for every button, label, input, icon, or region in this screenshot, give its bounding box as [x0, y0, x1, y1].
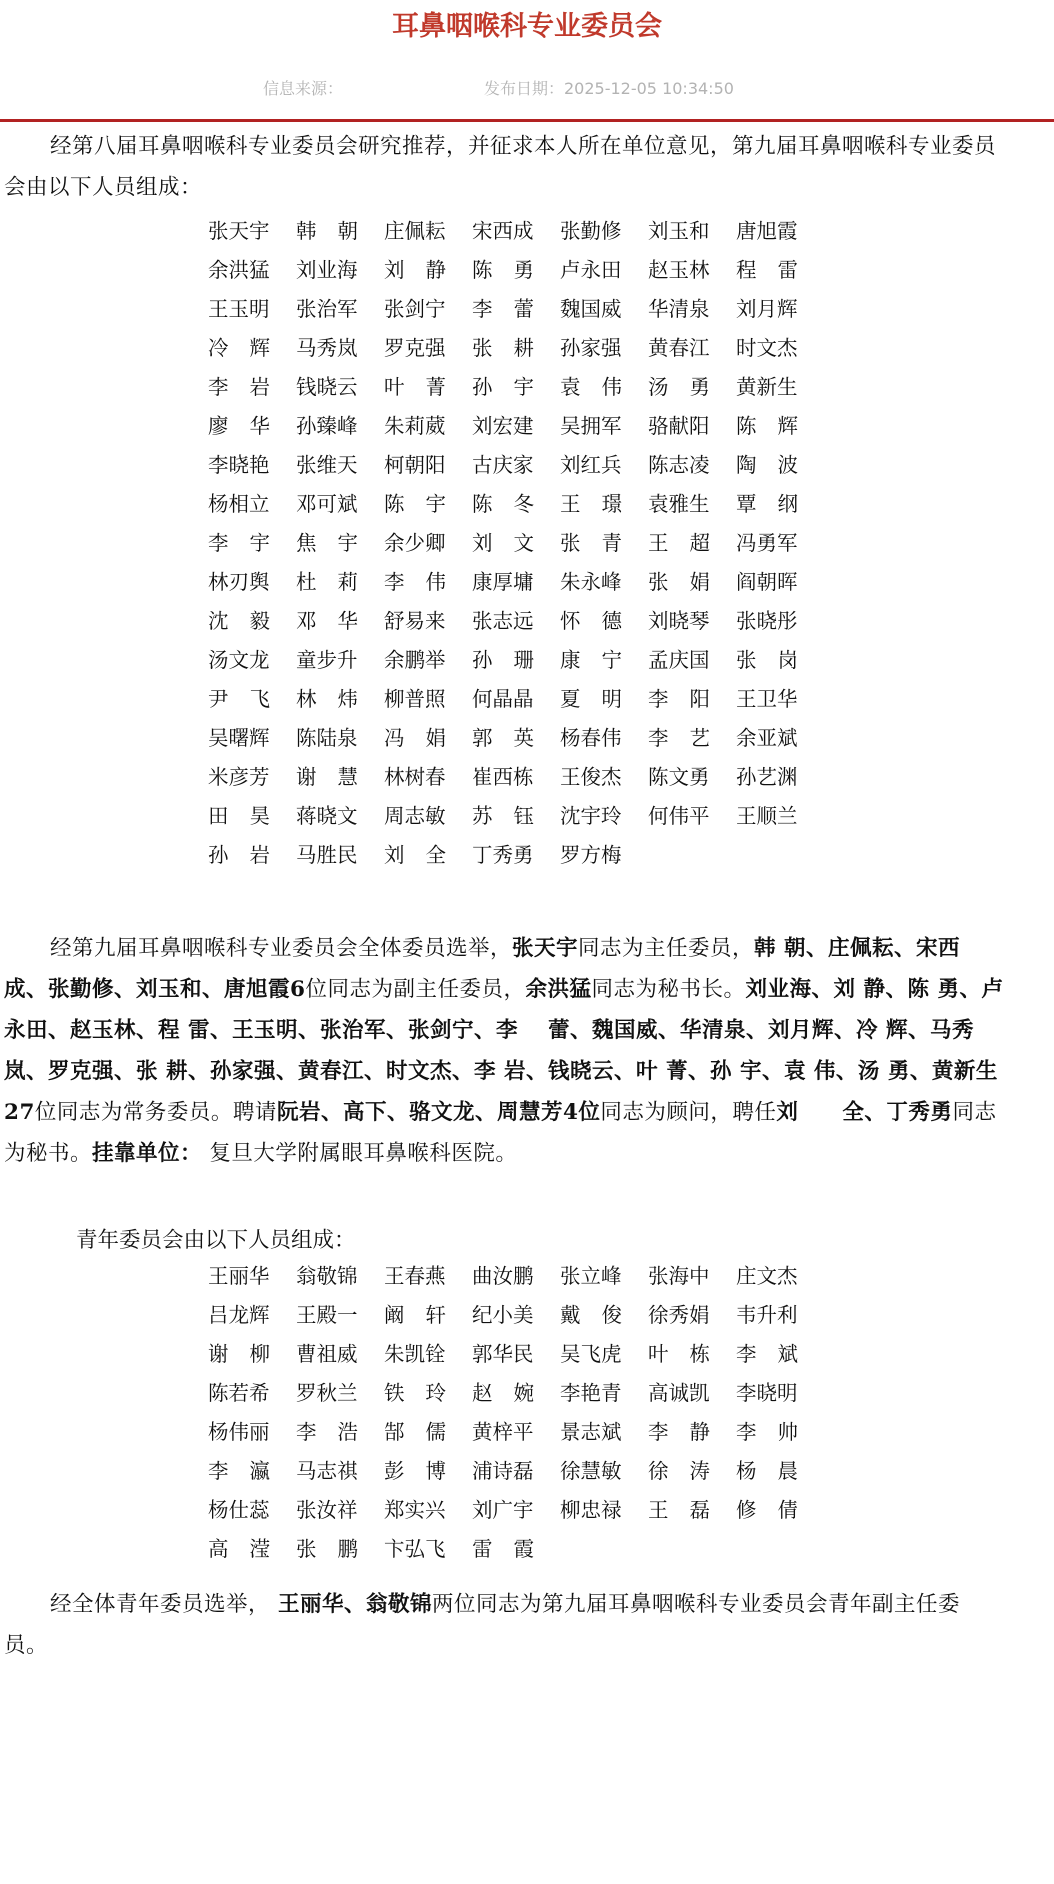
member-name: 汤文龙 — [208, 648, 270, 672]
member-name: 吕龙辉 — [208, 1303, 270, 1327]
advisors: 阮岩、高下、骆文龙、周慧芳4位 — [276, 1100, 601, 1125]
member-name: 朱莉葳 — [384, 414, 446, 438]
member-name: 王顺兰 — [736, 804, 798, 828]
member-name: 庄佩耘 — [384, 219, 446, 243]
member-name: 余鹏举 — [384, 648, 446, 672]
member-name: 王磊 — [648, 1498, 731, 1522]
member-name: 余洪猛 — [208, 258, 270, 282]
member-name: 蒋晓文 — [296, 804, 358, 828]
member-name: 米彦芳 — [208, 765, 270, 789]
member-name: 黄新生 — [736, 375, 798, 399]
member-name: 郭英 — [472, 726, 555, 750]
member-name: 张维天 — [296, 453, 358, 477]
member-name: 怀德 — [560, 609, 643, 633]
member-name: 邓可斌 — [296, 492, 358, 516]
member-name: 余亚斌 — [736, 726, 798, 750]
member-name: 徐涛 — [648, 1459, 731, 1483]
member-name: 孙珊 — [472, 648, 555, 672]
member-name: 卢永田 — [560, 258, 622, 282]
member-name: 罗秋兰 — [296, 1381, 358, 1405]
member-name: 何伟平 — [648, 804, 710, 828]
member-name: 修倩 — [736, 1498, 819, 1522]
committee-member-list — [208, 212, 824, 875]
member-name: 吴飞虎 — [560, 1342, 622, 1366]
member-name: 李晓明 — [736, 1381, 798, 1405]
member-name: 时文杰 — [736, 336, 798, 360]
member-name: 汤勇 — [648, 375, 731, 399]
member-name: 王璟 — [560, 492, 643, 516]
member-name: 庄文杰 — [736, 1264, 798, 1288]
member-name: 曹祖威 — [296, 1342, 358, 1366]
member-name: 陈勇 — [472, 258, 555, 282]
member-name: 孙宇 — [472, 375, 555, 399]
member-name: 李瀛 — [208, 1459, 291, 1483]
member-name: 沈毅 — [208, 609, 291, 633]
member-name: 韦升利 — [736, 1303, 798, 1327]
member-name: 谢柳 — [208, 1342, 291, 1366]
member-name: 李静 — [648, 1420, 731, 1444]
youth-member-list — [208, 1257, 824, 1569]
election-text: 同志为秘书长。 — [591, 977, 746, 1002]
election-text: 同志为秘书。 — [4, 1100, 997, 1166]
member-name: 袁雅生 — [648, 492, 710, 516]
member-name: 尹飞 — [208, 687, 291, 711]
member-name: 柳普照 — [384, 687, 446, 711]
affiliation-unit: 复旦大学附属眼耳鼻喉科医院。 — [202, 1141, 518, 1166]
member-name: 陈辉 — [736, 414, 819, 438]
member-name: 张勤修 — [560, 219, 622, 243]
member-name: 刘晓琴 — [648, 609, 710, 633]
member-name: 钱晓云 — [296, 375, 358, 399]
secretary-general: 余洪猛 — [525, 977, 592, 1002]
member-name: 谢慧 — [296, 765, 379, 789]
member-name: 廖华 — [208, 414, 291, 438]
member-name: 杨伟丽 — [208, 1420, 270, 1444]
member-name: 孟庆国 — [648, 648, 710, 672]
member-name: 卞弘飞 — [384, 1537, 446, 1561]
member-name: 冯娟 — [384, 726, 467, 750]
member-name: 戴俊 — [560, 1303, 643, 1327]
member-name: 陈若希 — [208, 1381, 270, 1405]
publish-date: 发布日期：2025-12-05 10:34:50 — [484, 79, 734, 98]
member-name: 彭博 — [384, 1459, 467, 1483]
member-name: 张娟 — [648, 570, 731, 594]
member-name: 孙岩 — [208, 843, 291, 867]
member-name: 曲汝鹏 — [472, 1264, 534, 1288]
member-name: 徐秀娟 — [648, 1303, 710, 1327]
youth-intro: 青年委员会由以下人员组成： — [76, 1228, 356, 1253]
member-name: 李艺 — [648, 726, 731, 750]
member-name: 刘红兵 — [560, 453, 622, 477]
member-name: 李斌 — [736, 1342, 819, 1366]
youth-vice-chairs: 王丽华、翁敬锦 — [270, 1592, 433, 1617]
chair-name: 张天宇 — [512, 936, 579, 961]
member-name: 冷辉 — [208, 336, 291, 360]
member-name: 景志斌 — [560, 1420, 622, 1444]
member-name: 林树春 — [384, 765, 446, 789]
member-name: 杜莉 — [296, 570, 379, 594]
member-name: 田昊 — [208, 804, 291, 828]
member-name: 吴拥军 — [560, 414, 622, 438]
member-name: 杨春伟 — [560, 726, 622, 750]
member-name: 林炜 — [296, 687, 379, 711]
member-name: 刘全 — [384, 843, 467, 867]
member-name: 张立峰 — [560, 1264, 622, 1288]
member-name: 张剑宁 — [384, 297, 446, 321]
affiliation-label: 挂靠单位： — [92, 1141, 203, 1166]
member-name: 林刃舆 — [208, 570, 270, 594]
member-name: 张汝祥 — [296, 1498, 358, 1522]
member-name: 焦宇 — [296, 531, 379, 555]
member-name: 朱永峰 — [560, 570, 622, 594]
member-name: 张青 — [560, 531, 643, 555]
member-name: 罗克强 — [384, 336, 446, 360]
member-name: 吴曙辉 — [208, 726, 270, 750]
intro-paragraph: 经第八届耳鼻咽喉科专业委员会研究推荐，并征求本人所在单位意见，第九届耳鼻咽喉科专业委员会由以下人员组成： — [4, 134, 997, 200]
member-name: 王俊杰 — [560, 765, 622, 789]
member-name: 魏国威 — [560, 297, 622, 321]
member-name: 马秀岚 — [296, 336, 358, 360]
source-label: 信息来源： — [263, 79, 344, 98]
member-name: 纪小美 — [472, 1303, 534, 1327]
member-name: 崔西栋 — [472, 765, 534, 789]
member-name: 陈陆泉 — [296, 726, 358, 750]
header-divider — [0, 119, 1054, 122]
member-name: 童步升 — [296, 648, 358, 672]
member-name: 何晶晶 — [472, 687, 534, 711]
member-name: 康宁 — [560, 648, 643, 672]
member-name: 王丽华 — [208, 1264, 270, 1288]
member-name: 罗方梅 — [560, 843, 622, 867]
member-name: 苏钰 — [472, 804, 555, 828]
member-name: 程雷 — [736, 258, 819, 282]
member-name: 舒易来 — [384, 609, 446, 633]
member-name: 刘月辉 — [736, 297, 798, 321]
member-name: 张治军 — [296, 297, 358, 321]
secretaries: 刘 全、丁秀勇 — [776, 1100, 953, 1125]
member-name: 张鹏 — [296, 1537, 379, 1561]
member-name: 刘业海 — [296, 258, 358, 282]
youth-election-text: 两位同志为第九届耳鼻咽喉科专业委员会青年副主任委员。 — [4, 1592, 961, 1658]
member-name: 沈宇玲 — [560, 804, 622, 828]
member-name: 李晓艳 — [208, 453, 270, 477]
member-name: 华清泉 — [648, 297, 710, 321]
member-name: 杨晨 — [736, 1459, 819, 1483]
member-name: 陈宇 — [384, 492, 467, 516]
member-name: 叶栋 — [648, 1342, 731, 1366]
standing-members: 刘业海、刘 静、陈 勇、卢永田、赵玉林、程 雷、王玉明、张治军、张剑宁、李 蕾、魏国威、华清泉、刘月辉、冷 辉、马秀岚、罗克强、张 耕、孙家强、黄春江、时文杰、李 岩、钱晓云、叶 菁、孙 宇、袁 伟、汤 勇、黄新生27 — [4, 977, 1004, 1125]
member-name: 郭华民 — [472, 1342, 534, 1366]
member-name: 孙艺渊 — [736, 765, 798, 789]
member-name: 康厚墉 — [472, 570, 534, 594]
member-name: 宋西成 — [472, 219, 534, 243]
member-name: 李浩 — [296, 1420, 379, 1444]
election-text: 同志为主任委员， — [578, 936, 755, 961]
member-name: 余少卿 — [384, 531, 446, 555]
member-name: 刘静 — [384, 258, 467, 282]
election-text: 位同志为副主任委员， — [305, 977, 526, 1002]
member-name: 冯勇军 — [736, 531, 798, 555]
article-meta — [0, 76, 1054, 100]
member-name: 杨相立 — [208, 492, 270, 516]
member-name: 王玉明 — [208, 297, 270, 321]
election-paragraph — [4, 928, 1004, 1174]
member-name: 黄梓平 — [472, 1420, 534, 1444]
member-name: 古庆家 — [472, 453, 534, 477]
member-name: 阚轩 — [384, 1303, 467, 1327]
member-name: 雷霞 — [472, 1537, 555, 1561]
member-name: 孙臻峰 — [296, 414, 358, 438]
youth-election-paragraph — [4, 1584, 1004, 1666]
member-name: 王超 — [648, 531, 731, 555]
member-name: 赵玉林 — [648, 258, 710, 282]
member-name: 铁玲 — [384, 1381, 467, 1405]
member-name: 叶菁 — [384, 375, 467, 399]
member-name: 郑实兴 — [384, 1498, 446, 1522]
member-name: 邓华 — [296, 609, 379, 633]
member-name: 孙家强 — [560, 336, 622, 360]
member-name: 赵婉 — [472, 1381, 555, 1405]
member-name: 骆献阳 — [648, 414, 710, 438]
member-name: 李阳 — [648, 687, 731, 711]
member-name: 张耕 — [472, 336, 555, 360]
member-name: 李蕾 — [472, 297, 555, 321]
member-name: 张海中 — [648, 1264, 710, 1288]
member-name: 李宇 — [208, 531, 291, 555]
member-name: 黄春江 — [648, 336, 710, 360]
member-name: 柯朝阳 — [384, 453, 446, 477]
member-name: 刘玉和 — [648, 219, 710, 243]
vice-chairs: 韩 朝、庄佩耘、宋西成、张勤修、刘玉和、唐旭霞6 — [4, 936, 961, 1002]
member-name: 马志祺 — [296, 1459, 358, 1483]
member-name: 刘文 — [472, 531, 555, 555]
member-name: 刘宏建 — [472, 414, 534, 438]
member-name: 袁伟 — [560, 375, 643, 399]
member-name: 周志敏 — [384, 804, 446, 828]
member-name: 张晓彤 — [736, 609, 798, 633]
member-name: 韩朝 — [296, 219, 379, 243]
member-name: 覃纲 — [736, 492, 819, 516]
member-name: 徐慧敏 — [560, 1459, 622, 1483]
member-name: 张岗 — [736, 648, 819, 672]
member-name: 高滢 — [208, 1537, 291, 1561]
member-name: 陶波 — [736, 453, 819, 477]
member-name: 杨仕蕊 — [208, 1498, 270, 1522]
page-title: 耳鼻咽喉科专业委员会 — [392, 11, 662, 42]
member-name: 李岩 — [208, 375, 291, 399]
member-name: 王殿一 — [296, 1303, 358, 1327]
member-name: 朱凯铨 — [384, 1342, 446, 1366]
election-text: 同志为顾问，聘任 — [600, 1100, 777, 1125]
member-name: 郜儒 — [384, 1420, 467, 1444]
member-name: 丁秀勇 — [472, 843, 534, 867]
member-name: 陈文勇 — [648, 765, 710, 789]
member-name: 王卫华 — [736, 687, 798, 711]
member-name: 马胜民 — [296, 843, 358, 867]
member-name: 王春燕 — [384, 1264, 446, 1288]
member-name: 陈冬 — [472, 492, 555, 516]
member-name: 高诚凯 — [648, 1381, 710, 1405]
member-name: 翁敬锦 — [296, 1264, 358, 1288]
member-name: 李帅 — [736, 1420, 819, 1444]
member-name: 唐旭霞 — [736, 219, 798, 243]
member-name: 李伟 — [384, 570, 467, 594]
election-text: 位同志为常务委员。聘请 — [34, 1100, 277, 1125]
member-name: 陈志凌 — [648, 453, 710, 477]
member-name: 浦诗磊 — [472, 1459, 534, 1483]
member-name: 阎朝晖 — [736, 570, 798, 594]
member-name: 李艳青 — [560, 1381, 622, 1405]
member-name: 刘广宇 — [472, 1498, 534, 1522]
election-text: 经第九届耳鼻咽喉科专业委员会全体委员选举， — [50, 936, 513, 961]
member-name: 夏明 — [560, 687, 643, 711]
youth-election-text: 经全体青年委员选举， — [50, 1592, 271, 1617]
member-name: 张志远 — [472, 609, 534, 633]
member-name: 柳忠禄 — [560, 1498, 622, 1522]
member-name: 张天宇 — [208, 219, 270, 243]
